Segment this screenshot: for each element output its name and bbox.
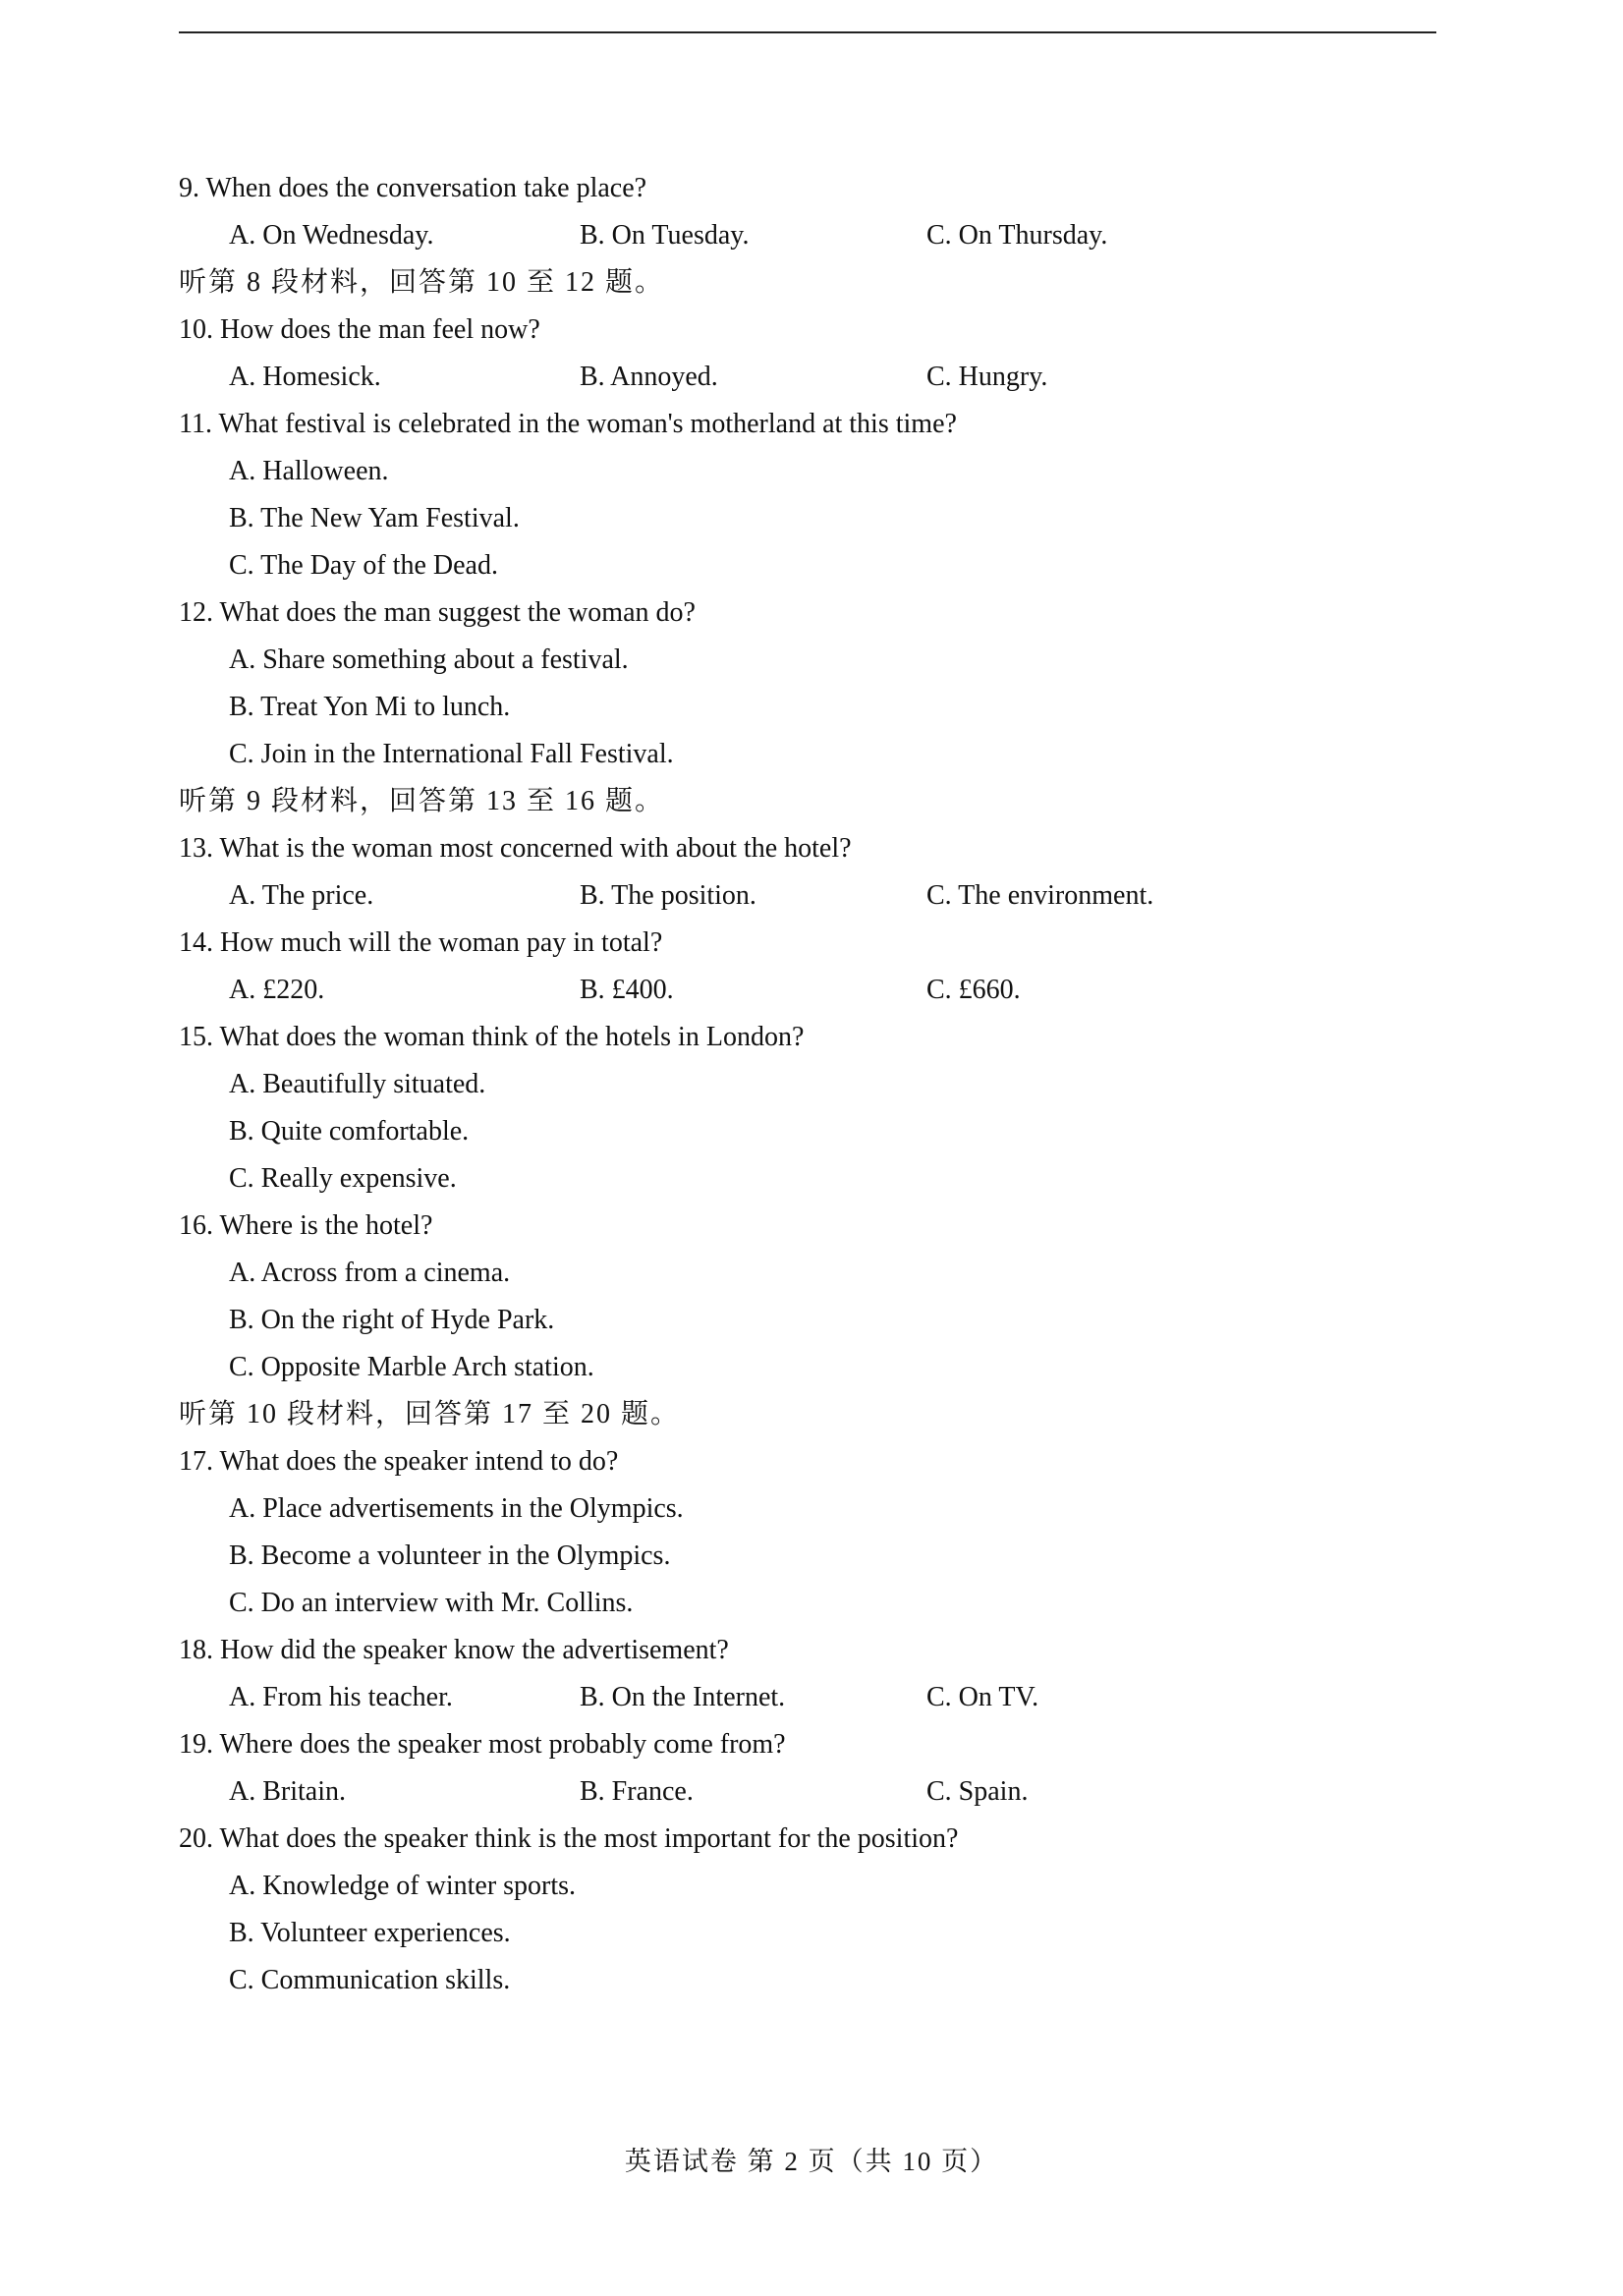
question-18-options <box>179 1674 1436 1721</box>
option-c: C. The Day of the Dead. <box>229 550 498 581</box>
option-b: B. Quite comfortable. <box>229 1116 470 1147</box>
option-b: B. On the Internet. <box>580 1682 786 1712</box>
option-b: B. Become a volunteer in the Olympics. <box>229 1540 671 1571</box>
option-b: B. Volunteer experiences. <box>229 1918 511 1948</box>
option-a: A. Britain. <box>229 1776 346 1807</box>
option-a: A. Share something about a festival. <box>229 644 629 675</box>
question-19: 19. Where does the speaker most probably come from? <box>179 1729 786 1760</box>
option-b: B. On Tuesday. <box>580 220 750 251</box>
section-heading-9: 听第 9 段材料，回答第 13 至 16 题。 <box>179 786 665 816</box>
option-c: C. On Thursday. <box>926 220 1108 251</box>
option-a: A. Knowledge of winter sports. <box>229 1871 577 1901</box>
header-rule <box>179 31 1436 33</box>
option-a: A. Halloween. <box>229 456 389 486</box>
question-15: 15. What does the woman think of the hotels in London? <box>179 1022 805 1052</box>
question-13-options <box>179 872 1436 920</box>
section-heading-8: 听第 8 段材料，回答第 10 至 12 题。 <box>179 267 665 298</box>
question-17: 17. What does the speaker intend to do? <box>179 1446 619 1477</box>
option-c: C. Spain. <box>926 1776 1029 1807</box>
option-c: C. Communication skills. <box>229 1965 511 1995</box>
option-a: A. On Wednesday. <box>229 220 434 251</box>
option-c: C. Opposite Marble Arch station. <box>229 1352 594 1382</box>
option-b: B. £400. <box>580 975 674 1005</box>
option-a: A. Across from a cinema. <box>229 1258 511 1288</box>
question-13: 13. What is the woman most concerned with about the hotel? <box>179 833 852 864</box>
question-19-options <box>179 1768 1436 1816</box>
option-c: C. On TV. <box>926 1682 1039 1712</box>
question-18: 18. How did the speaker know the advertisement? <box>179 1635 729 1665</box>
question-16: 16. Where is the hotel? <box>179 1210 433 1241</box>
question-12: 12. What does the man suggest the woman do? <box>179 597 696 628</box>
option-c: C. Hungry. <box>926 362 1048 392</box>
option-a: A. £220. <box>229 975 325 1005</box>
option-b: B. Treat Yon Mi to lunch. <box>229 692 511 722</box>
question-9: 9. When does the conversation take place? <box>179 173 647 203</box>
option-c: C. £660. <box>926 975 1021 1005</box>
page-footer: 英语试卷 第 2 页（共 10 页） <box>624 2147 999 2176</box>
option-c: C. The environment. <box>926 880 1154 911</box>
question-14-options <box>179 967 1436 1014</box>
question-11: 11. What festival is celebrated in the woman's motherland at this time? <box>179 409 957 439</box>
option-b: B. The position. <box>580 880 756 911</box>
question-20: 20. What does the speaker think is the most important for the position? <box>179 1823 959 1854</box>
question-10-options <box>179 354 1436 401</box>
option-c: C. Really expensive. <box>229 1163 457 1194</box>
option-a: A. Beautifully situated. <box>229 1069 486 1099</box>
exam-content <box>179 165 1436 2004</box>
option-b: B. The New Yam Festival. <box>229 503 520 533</box>
option-b: B. On the right of Hyde Park. <box>229 1305 555 1335</box>
option-c: C. Join in the International Fall Festival. <box>229 739 674 769</box>
option-b: B. France. <box>580 1776 694 1807</box>
option-a: A. Homesick. <box>229 362 381 392</box>
option-a: A. Place advertisements in the Olympics. <box>229 1493 684 1524</box>
question-9-options <box>179 212 1436 259</box>
option-c: C. Do an interview with Mr. Collins. <box>229 1588 634 1618</box>
question-14: 14. How much will the woman pay in total? <box>179 927 663 958</box>
option-a: A. The price. <box>229 880 374 911</box>
option-b: B. Annoyed. <box>580 362 718 392</box>
section-heading-10: 听第 10 段材料，回答第 17 至 20 题。 <box>179 1399 681 1429</box>
question-10: 10. How does the man feel now? <box>179 314 540 345</box>
option-a: A. From his teacher. <box>229 1682 453 1712</box>
